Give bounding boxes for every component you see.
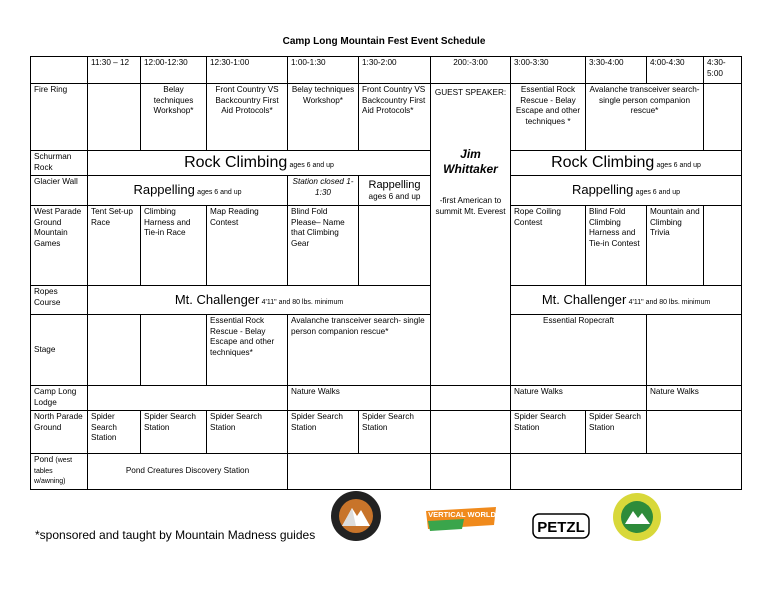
- venue-label: Stage: [31, 315, 88, 386]
- event-cell: Essential Ropecraft: [511, 315, 647, 386]
- event-cell-rock-climbing: Rock Climbing ages 6 and up: [88, 151, 431, 176]
- venue-label: Ropes Course: [31, 286, 88, 315]
- time-header: 4:00-4:30: [647, 57, 704, 84]
- venue-label: Glacier Wall: [31, 176, 88, 206]
- event-cell-rappelling: Rappelling ages 6 and up: [359, 176, 431, 206]
- empty-cell: [88, 84, 141, 151]
- time-header: 3:30-4:00: [586, 57, 647, 84]
- time-header: 3:00-3:30: [511, 57, 586, 84]
- row-glacier-wall: [31, 176, 742, 206]
- row-schurman-rock: [31, 151, 742, 176]
- empty-cell: [431, 386, 511, 411]
- vertical-world-logo: [424, 505, 498, 533]
- event-cell: Avalanche transceiver search- single person companion rescue*: [586, 84, 704, 151]
- empty-cell: [431, 411, 511, 454]
- time-header: 200:-3:00: [431, 57, 511, 84]
- empty-cell: [141, 315, 207, 386]
- event-cell-station-closed: Station closed 1-1:30: [288, 176, 359, 206]
- row-north-parade: [31, 411, 742, 454]
- event-cell: Front Country VS Backcountry First Aid Protocols*: [359, 84, 431, 151]
- venue-label: North Parade Ground: [31, 411, 88, 454]
- empty-cell: [431, 454, 511, 490]
- venue-label: West Parade Ground Mountain Games: [31, 206, 88, 286]
- event-cell-rappelling: Rappelling ages 6 and up: [511, 176, 742, 206]
- event-cell: Spider Search Station: [359, 411, 431, 454]
- time-header: 1:00-1:30: [288, 57, 359, 84]
- mountains-to-sound-logo: [612, 492, 662, 542]
- time-header: 11:30 – 12: [88, 57, 141, 84]
- venue-label: Camp Long Lodge: [31, 386, 88, 411]
- event-cell: Blind Fold Climbing Harness and Tie-in Contest: [586, 206, 647, 286]
- schedule-table: [30, 56, 742, 490]
- sponsor-footnote: *sponsored and taught by Mountain Madness guides: [35, 528, 316, 542]
- corner-cell: [31, 57, 88, 84]
- event-cell: Nature Walks: [511, 386, 647, 411]
- empty-cell: [647, 315, 742, 386]
- venue-label-pond: Pond (west tables w/awning): [31, 454, 88, 490]
- event-cell: Avalanche transceiver search- single person companion rescue*: [288, 315, 431, 386]
- petzl-text: PETZL: [537, 519, 585, 536]
- event-cell-mt-challenger: Mt. Challenger 4'11" and 80 lbs. minimum: [511, 286, 742, 315]
- event-cell: Spider Search Station: [586, 411, 647, 454]
- event-cell: Climbing Harness and Tie-in Race: [141, 206, 207, 286]
- time-header: 4:30-5:00: [704, 57, 742, 84]
- event-cell: Mountain and Climbing Trivia: [647, 206, 704, 286]
- empty-cell: [88, 386, 288, 411]
- event-cell: Tent Set-up Race: [88, 206, 141, 286]
- event-cell: Pond Creatures Discovery Station: [88, 454, 288, 490]
- event-cell: Blind Fold Please– Name that Climbing Gear: [288, 206, 359, 286]
- header-row: [31, 57, 742, 84]
- empty-cell: [511, 454, 742, 490]
- row-ropes-course: [31, 286, 742, 315]
- event-cell: Spider Search Station: [207, 411, 288, 454]
- guest-description: -first American to summit Mt. Everest: [435, 195, 506, 216]
- petzl-logo: [532, 512, 590, 540]
- venue-label: Fire Ring: [31, 84, 88, 151]
- row-stage: [31, 315, 742, 386]
- empty-cell: [288, 454, 431, 490]
- event-cell: Front Country VS Backcountry First Aid Protocols*: [207, 84, 288, 151]
- event-cell-mt-challenger: Mt. Challenger 4'11" and 80 lbs. minimum: [88, 286, 431, 315]
- event-cell: Spider Search Station: [511, 411, 586, 454]
- guest-label: GUEST SPEAKER:: [434, 88, 507, 97]
- row-pond: [31, 454, 742, 490]
- event-cell: Essential Rock Rescue - Belay Escape and other techniques *: [511, 84, 586, 151]
- event-cell: Spider Search Station: [141, 411, 207, 454]
- mountain-madness-logo: [330, 490, 382, 542]
- event-cell: Spider Search Station: [88, 411, 141, 454]
- event-cell: Nature Walks: [288, 386, 431, 411]
- event-cell: Nature Walks: [647, 386, 742, 411]
- empty-cell: [647, 411, 742, 454]
- event-cell: Essential Rock Rescue - Belay Escape and other techniques*: [207, 315, 288, 386]
- empty-cell: [359, 206, 431, 286]
- row-camp-long-lodge: [31, 386, 742, 411]
- page-title: Camp Long Mountain Fest Event Schedule: [282, 36, 486, 47]
- time-header: 12:30-1:00: [207, 57, 288, 84]
- venue-label: Schurman Rock: [31, 151, 88, 176]
- time-header: 1:30-2:00: [359, 57, 431, 84]
- event-cell: Rope Coiling Contest: [511, 206, 586, 286]
- empty-cell: [704, 206, 742, 286]
- event-cell: Belay techniques Workshop*: [288, 84, 359, 151]
- event-cell-rappelling: Rappelling ages 6 and up: [88, 176, 288, 206]
- guest-speaker-cell: [431, 84, 511, 386]
- guest-name: Jim Whittaker: [443, 146, 498, 177]
- event-cell: Spider Search Station: [288, 411, 359, 454]
- event-cell: Belay techniques Workshop*: [141, 84, 207, 151]
- row-west-parade: [31, 206, 742, 286]
- row-fire-ring: [31, 84, 742, 151]
- empty-cell: [704, 84, 742, 151]
- event-cell: Map Reading Contest: [207, 206, 288, 286]
- event-cell-rock-climbing: Rock Climbing ages 6 and up: [511, 151, 742, 176]
- empty-cell: [88, 315, 141, 386]
- vertical-world-text: VERTICAL WORLD: [428, 510, 496, 519]
- time-header: 12:00-12:30: [141, 57, 207, 84]
